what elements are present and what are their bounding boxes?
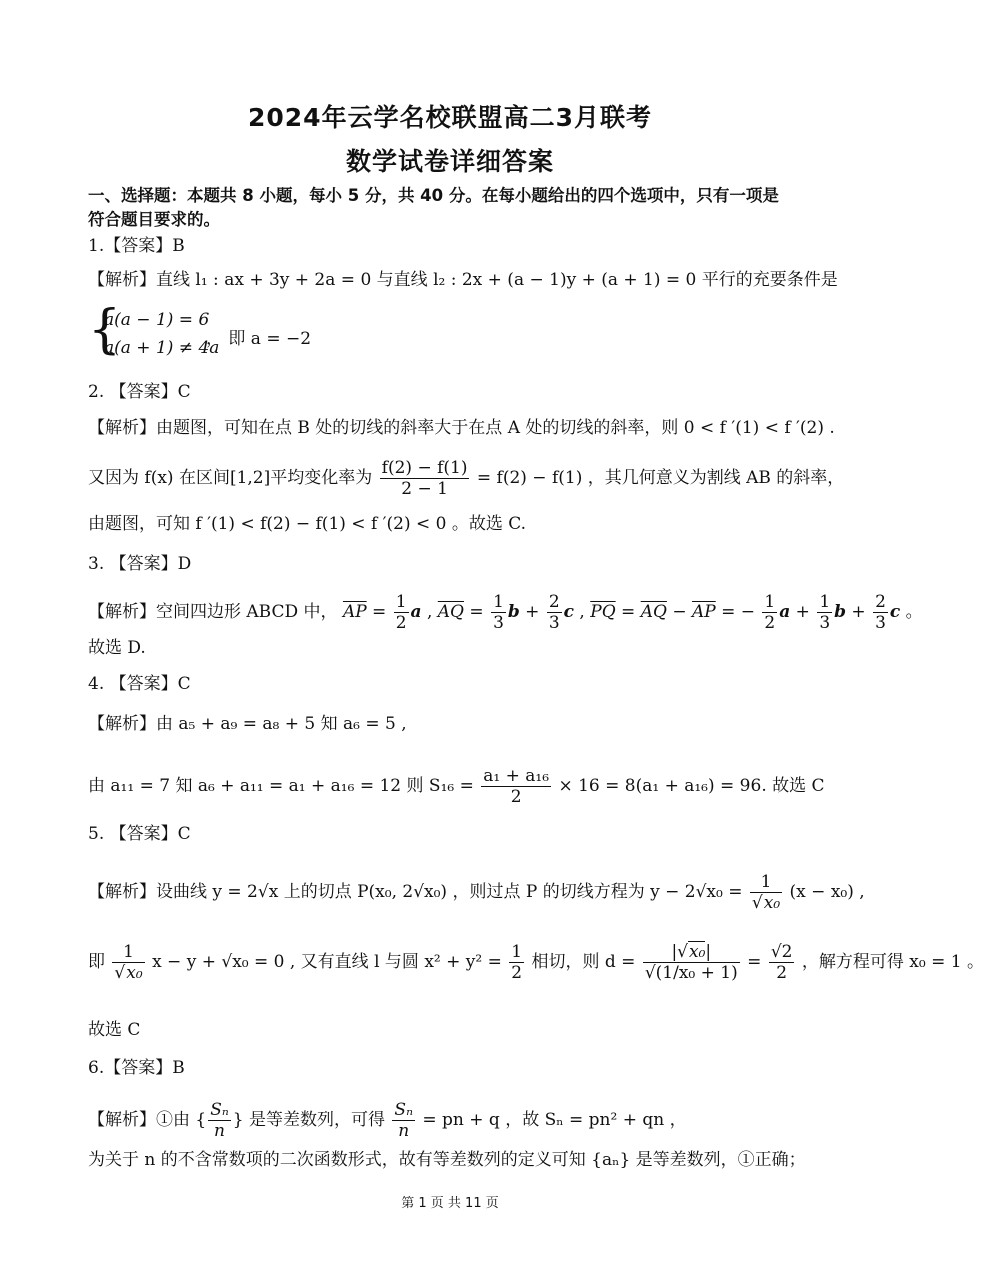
text-run: = [747,952,762,972]
fraction [380,458,470,499]
q3-conclusion: 故选 D. [88,638,146,658]
fraction-numerator: f(2) − f(1) [381,458,468,478]
q2-average-rate [88,458,844,499]
section-heading: 一、选择题：本题共 8 小题，每小 5 分，共 40 分。在每小题给出的四个选项中，只有一项是 [88,186,779,205]
exam-title: 2024年云学名校联盟高二3月联考 [248,103,652,132]
exam-subtitle: 数学试卷详细答案 [345,147,554,176]
text-run: 又因为 f(x) 在区间[1,2]平均变化率为 [88,468,373,488]
q1-equation-system [88,300,408,364]
text-run: 【解析】设曲线 y = 2√x 上的切点 P(x₀, 2√x₀) ，则过点 P 的切线方程为 y − 2√x₀ = [88,882,743,902]
text-run: 【解析】空间四边形 ABCD 中， [88,602,338,622]
q3-answer: 3. 【答案】D [88,554,192,574]
system-row: a(a + 1) ≠ 4a [104,338,220,358]
page-number: 第 1 页 共 11 页 [401,1196,499,1211]
fraction-numerator: a₁ + a₁₆ [483,766,550,786]
text-run: = pn + q ，故 Sₙ = pn² + qn ， [422,1110,687,1130]
fraction [481,766,551,807]
vector-pq: $\overline{PQ}$ [590,602,616,622]
q6-answer: 6.【答案】B [88,1058,185,1078]
q4-answer: 4. 【答案】C [88,674,191,694]
q1-answer: 1.【答案】B [88,236,185,256]
fraction-denominator: 2 [510,787,522,807]
q2-answer: 2. 【答案】C [88,382,191,402]
text-run: 相切，则 d = [531,952,636,972]
q4-explanation: 【解析】由 a₅ + a₉ = a₈ + 5 知 a₆ = 5 , [88,714,407,734]
q6-reasoning: 为关于 n 的不含常数项的二次函数形式，故有等差数列的定义可知 {aₙ} 是等差数列，①正确； [88,1150,806,1170]
system-row: a(a − 1) = 6 [104,310,210,330]
q1-explanation: 【解析】直线 l₁ : ax + 3y + 2a = 0 与直线 l₂ : 2x + (a − 1)y + (a + 1) = 0 平行的充要条件是 [88,270,838,290]
fraction-denominator: 2 − 1 [401,479,448,499]
q3-explanation: 【解析】空间四边形 ABCD 中， $\overline{AP}$ = $\frac{1}{2}$ a , $\overline{AQ}$ = $\frac{1}{3}$ b + $\frac{2}{3}$ c , $\overline{PQ} = \overline{AQ} - \overline{AP}$ = − $\frac{1}{2}$ a + $\frac{1}{3}$ b + $\frac{2}{3}$ c 。 [88,592,923,633]
q4-sum [88,766,825,807]
brace-icon: { [88,300,122,360]
text-run: (x − x₀) , [789,882,865,902]
vector-aq: $\overline{AQ}$ [437,602,464,622]
q5-distance: 即 $\frac{1}{\text{√x₀}}$ x − y + √x₀ = 0 , 又有直线 l 与圆 x² + y² = $\frac{1}{2}$ 相切，则 d = $\frac{\text{|√x₀|}}{\text{√(1/x₀ + 1)}}$ = $\frac{√2}{2}$ ，解方程可得 x₀ = 1 。 [88,942,984,983]
q5-conclusion: 故选 C [88,1020,141,1040]
q5-explanation: 【解析】设曲线 y = 2√x 上的切点 P(x₀, 2√x₀) ，则过点 P 的切线方程为 y − 2√x₀ = $\frac{1}{\text{√x₀}}$ (x − x₀) , [88,872,865,913]
text-run: × 16 = 8(a₁ + a₁₆) = 96. 故选 C [558,776,825,796]
text-run: x − y + √x₀ = 0 , 又有直线 l 与圆 x² + y² = [152,952,502,972]
q2-explanation: 【解析】由题图，可知在点 B 处的切线的斜率大于在点 A 处的切线的斜率，则 0 < f ′(1) < f ′(2) . [88,418,835,438]
text-run: = f(2) − f(1) ，其几何意义为割线 AB 的斜率， [476,468,845,488]
text-run: 即 [88,952,105,972]
text-run: 由 a₁₁ = 7 知 a₆ + a₁₁ = a₁ + a₁₆ = 12 则 S₁₆ = [88,776,474,796]
text-run: 【解析】①由 { [88,1110,207,1130]
system-result: ， 即 a = −2 [206,329,312,349]
text-run: } 是等差数列，可得 [232,1110,386,1130]
q2-conclusion: 由题图，可知 f ′(1) < f(2) − f(1) < f ′(2) < 0 。故选 C. [88,514,527,534]
q5-answer: 5. 【答案】C [88,824,191,844]
text-run: ，解方程可得 x₀ = 1 。 [801,952,984,972]
section-heading-cont: 符合题目要求的。 [88,210,220,229]
q6-explanation: 【解析】①由 { $\frac{\text{Sₙ}}{n}$ } 是等差数列，可得 $\frac{\text{Sₙ}}{n}$ = pn + q ，故 Sₙ = pn² + qn ， [88,1100,687,1141]
vector-ap: $\overline{AP}$ [342,602,367,622]
